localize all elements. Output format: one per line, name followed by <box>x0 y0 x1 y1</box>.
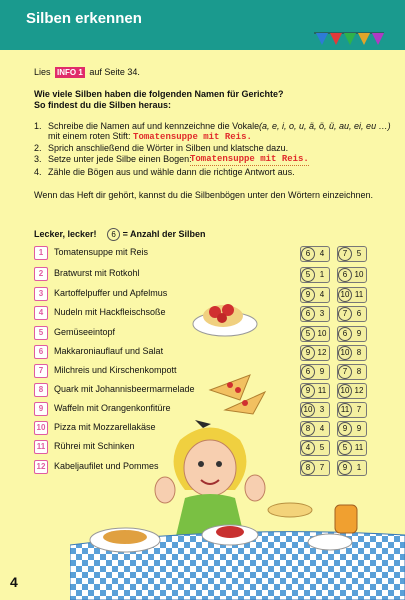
step-text: Setze unter jede Silbe einen Bogen: <box>48 154 192 164</box>
option-value: 5 <box>319 443 325 452</box>
intro-suffix: auf Seite 34. <box>89 67 140 77</box>
option-value: 12 <box>317 348 327 357</box>
answer-option-b[interactable] <box>337 267 367 281</box>
header-bar <box>0 0 405 50</box>
option-value: 3 <box>319 405 325 414</box>
option-value: 5 <box>301 268 315 282</box>
step-3 <box>34 154 309 165</box>
note-text: Wenn das Heft dir gehört, kannst du die Silbenbögen unter den Wörtern einzeichnen. <box>34 190 374 200</box>
option-value: 6 <box>338 268 352 282</box>
option-value: 1 <box>319 270 325 279</box>
step-text: Sprich anschließend die Wörter in Silben und klatsche dazu. <box>48 143 289 153</box>
answer-option-a[interactable] <box>300 326 330 340</box>
option-value: 12 <box>354 386 364 395</box>
option-value: 8 <box>301 461 315 475</box>
option-value: 7 <box>338 247 352 261</box>
option-value: 11 <box>354 290 364 299</box>
answer-option-a[interactable] <box>300 287 330 301</box>
answer-option-b[interactable] <box>337 440 367 454</box>
option-value: 9 <box>356 329 362 338</box>
dish-number: 11 <box>34 440 48 454</box>
answer-option-a[interactable] <box>300 345 330 359</box>
option-value: 9 <box>301 288 315 302</box>
option-value: 9 <box>338 461 352 475</box>
option-value: 7 <box>356 405 362 414</box>
step-1b <box>48 131 252 143</box>
option-value: 8 <box>356 348 362 357</box>
info-badge[interactable]: INFO 1 <box>57 68 83 77</box>
example-vowels: Tomatensuppe mit Reis. <box>133 132 252 142</box>
pizza-slices-illustration <box>205 370 275 415</box>
option-value: 4 <box>301 441 315 455</box>
dish-name: Tomatensuppe mit Reis <box>54 247 149 257</box>
option-value: 7 <box>338 365 352 379</box>
step-number: 1. <box>34 121 42 131</box>
question-line-1: Wie viele Silben haben die folgenden Namen für Gerichte? <box>34 89 284 99</box>
answer-option-a[interactable] <box>300 402 330 416</box>
answer-option-b[interactable] <box>337 364 367 378</box>
spaghetti-plate-illustration <box>190 290 260 340</box>
list-header <box>34 228 206 241</box>
step-number: 2. <box>34 143 42 153</box>
answer-option-b[interactable] <box>337 326 367 340</box>
dish-name: Makkaroniauflauf und Salat <box>54 346 164 356</box>
option-value: 4 <box>319 290 325 299</box>
list-item <box>34 383 374 397</box>
list-item <box>34 267 374 281</box>
answer-option-b[interactable] <box>337 421 367 435</box>
syllable-count-icon: 6 <box>107 228 120 241</box>
option-value: 11 <box>354 443 364 452</box>
bunting-decoration <box>314 30 384 46</box>
answer-option-b[interactable] <box>337 287 367 301</box>
dish-number: 6 <box>34 345 48 359</box>
option-value: 10 <box>354 270 364 279</box>
list-item <box>34 345 374 359</box>
step-2 <box>34 143 289 154</box>
option-value: 7 <box>338 307 352 321</box>
example-arcs: Tomatensuppe mit Reis. <box>190 154 309 164</box>
step-text: Zähle die Bögen aus und wähle dann die richtige Antwort aus. <box>48 167 295 177</box>
option-value: 6 <box>356 309 362 318</box>
option-value: 3 <box>319 309 325 318</box>
option-value: 6 <box>301 307 315 321</box>
option-value: 4 <box>319 424 325 433</box>
dish-name: Kabeljaufilet und Pommes <box>54 461 159 471</box>
option-value: 5 <box>338 441 352 455</box>
option-value: 1 <box>356 463 362 472</box>
page-number: 4 <box>10 574 18 590</box>
dish-number: 2 <box>34 267 48 281</box>
option-value: 6 <box>338 327 352 341</box>
answer-option-b[interactable] <box>337 345 367 359</box>
intro-prefix: Lies <box>34 67 51 77</box>
option-value: 7 <box>319 463 325 472</box>
answer-option-a[interactable] <box>300 460 330 474</box>
dish-number: 7 <box>34 364 48 378</box>
option-value: 9 <box>356 424 362 433</box>
answer-option-b[interactable] <box>337 306 367 320</box>
list-header-right: = Anzahl der Silben <box>122 229 206 239</box>
dish-name: Waffeln mit Orangenkonfitüre <box>54 403 171 413</box>
dish-number: 1 <box>34 246 48 260</box>
dish-number: 9 <box>34 402 48 416</box>
option-value: 5 <box>356 249 362 258</box>
answer-option-b[interactable] <box>337 402 367 416</box>
answer-option-a[interactable] <box>300 246 330 260</box>
option-value: 5 <box>301 327 315 341</box>
dish-name: Nudeln mit Hackfleischsoße <box>54 307 166 317</box>
step-text: mit einem roten Stift: <box>48 131 131 141</box>
option-value: 6 <box>301 247 315 261</box>
option-value: 10 <box>338 346 352 360</box>
dish-number: 8 <box>34 383 48 397</box>
list-header-left: Lecker, lecker! <box>34 229 97 239</box>
list-item <box>34 402 374 416</box>
option-value: 8 <box>356 367 362 376</box>
step-number: 4. <box>34 167 42 177</box>
option-value: 9 <box>301 384 315 398</box>
option-value: 11 <box>317 386 327 395</box>
dish-name: Pizza mit Mozzarellakäse <box>54 422 156 432</box>
dish-name: Bratwurst mit Rotkohl <box>54 268 140 278</box>
option-value: 10 <box>338 288 352 302</box>
list-item <box>34 246 374 260</box>
answer-option-a[interactable] <box>300 306 330 320</box>
dish-name: Kartoffelpuffer und Apfelmus <box>54 288 168 298</box>
step-extra: (a, e, i, o, u, ä, ö, ü, au, ei, eu …) <box>259 121 391 131</box>
dish-number: 5 <box>34 326 48 340</box>
answer-option-a[interactable] <box>300 267 330 281</box>
option-value: 10 <box>301 403 315 417</box>
intro-line <box>34 67 140 78</box>
step-text: Schreibe die Namen auf und kennzeichne die Vokale <box>48 121 260 131</box>
option-value: 9 <box>301 346 315 360</box>
option-value: 10 <box>338 384 352 398</box>
answer-option-a[interactable] <box>300 421 330 435</box>
step-4 <box>34 167 295 178</box>
answer-option-a[interactable] <box>300 440 330 454</box>
list-item <box>34 364 374 378</box>
dish-number: 10 <box>34 421 48 435</box>
dish-name: Quark mit Johannisbeermarmelade <box>54 384 195 394</box>
step-number: 3. <box>34 154 42 164</box>
dish-name: Milchreis und Kirschenkompott <box>54 365 177 375</box>
option-value: 9 <box>319 367 325 376</box>
answer-option-a[interactable] <box>300 364 330 378</box>
answer-option-b[interactable] <box>337 383 367 397</box>
answer-option-b[interactable] <box>337 246 367 260</box>
table-illustration <box>70 500 405 600</box>
dish-number: 3 <box>34 287 48 301</box>
dish-name: Rührei mit Schinken <box>54 441 135 451</box>
answer-option-a[interactable] <box>300 383 330 397</box>
answer-option-b[interactable] <box>337 460 367 474</box>
option-value: 4 <box>319 249 325 258</box>
page-title: Silben erkennen <box>26 10 142 27</box>
dish-name: Gemüseeintopf <box>54 327 116 337</box>
option-value: 6 <box>301 365 315 379</box>
dish-number: 12 <box>34 460 48 474</box>
dish-number: 4 <box>34 306 48 320</box>
option-value: 9 <box>338 422 352 436</box>
question-line-2: So findest du die Silben heraus: <box>34 100 172 110</box>
option-value: 8 <box>301 422 315 436</box>
option-value: 11 <box>338 403 352 417</box>
option-value: 10 <box>317 329 327 338</box>
